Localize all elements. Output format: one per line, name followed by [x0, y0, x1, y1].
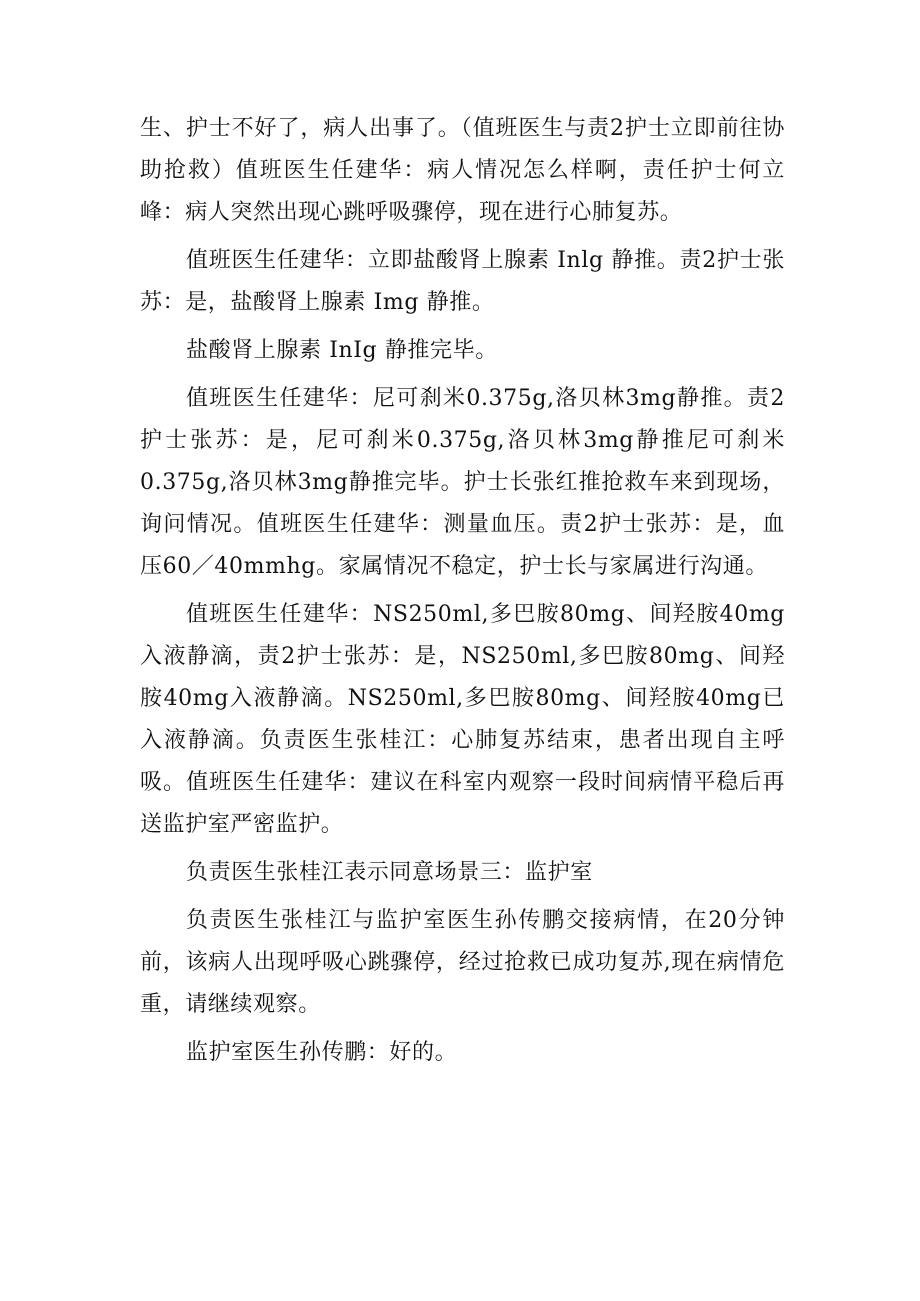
paragraph-6: 负责医生张桂江表示同意场景三：监护室 [186, 860, 593, 885]
paragraph-7: 负责医生张桂江与监护室医生孙传鹏交接病情，在20分钟前，该病人出现呼吸心跳骤停，经过抢救已成功复苏,现在病情危重，请继续观察。 [140, 908, 785, 1017]
paragraph-1: 生、护士不好了，病人出事了。（值班医生与责2护士立即前往协助抢救）值班医生任建华：病人情况怎么样啊，责任护士何立峰：病人突然出现心跳呼吸骤停，现在进行心肺复苏。 [140, 116, 785, 225]
paragraph-3: 盐酸肾上腺素 InIg 静推完毕。 [186, 338, 498, 363]
paragraph-4: 值班医生任建华：尼可刹米0.375g,洛贝林3mg静推。责2护士张苏：是，尼可刹米0.375g,洛贝林3mg静推尼可刹米0.375g,洛贝林3mg静推完毕。护士长张红推抢救车来到现场，询问情况。值班医生任建华：测量血压。责2护士张苏：是，血压60／40mmhg。家属情况不稳定，护士长与家属进行沟通。 [140, 386, 785, 579]
paragraph-8: 监护室医生孙传鹏：好的。 [186, 1040, 458, 1065]
document-body [140, 108, 785, 1080]
paragraph-2: 值班医生任建华：立即盐酸肾上腺素 Inlg 静推。责2护士张苏：是，盐酸肾上腺素 Img 静推。 [140, 248, 785, 315]
paragraph-5: 值班医生任建华：NS250ml,多巴胺80mg、间羟胺40mg入液静滴，责2护士张苏：是，NS250ml,多巴胺80mg、间羟胺40mg入液静滴。NS250ml,多巴胺80mg、间羟胺40mg已入液静滴。负责医生张桂江：心肺复苏结束，患者出现自主呼吸。值班医生任建华：建议在科室内观察一段时间病情平稳后再送监护室严密监护。 [140, 602, 785, 837]
